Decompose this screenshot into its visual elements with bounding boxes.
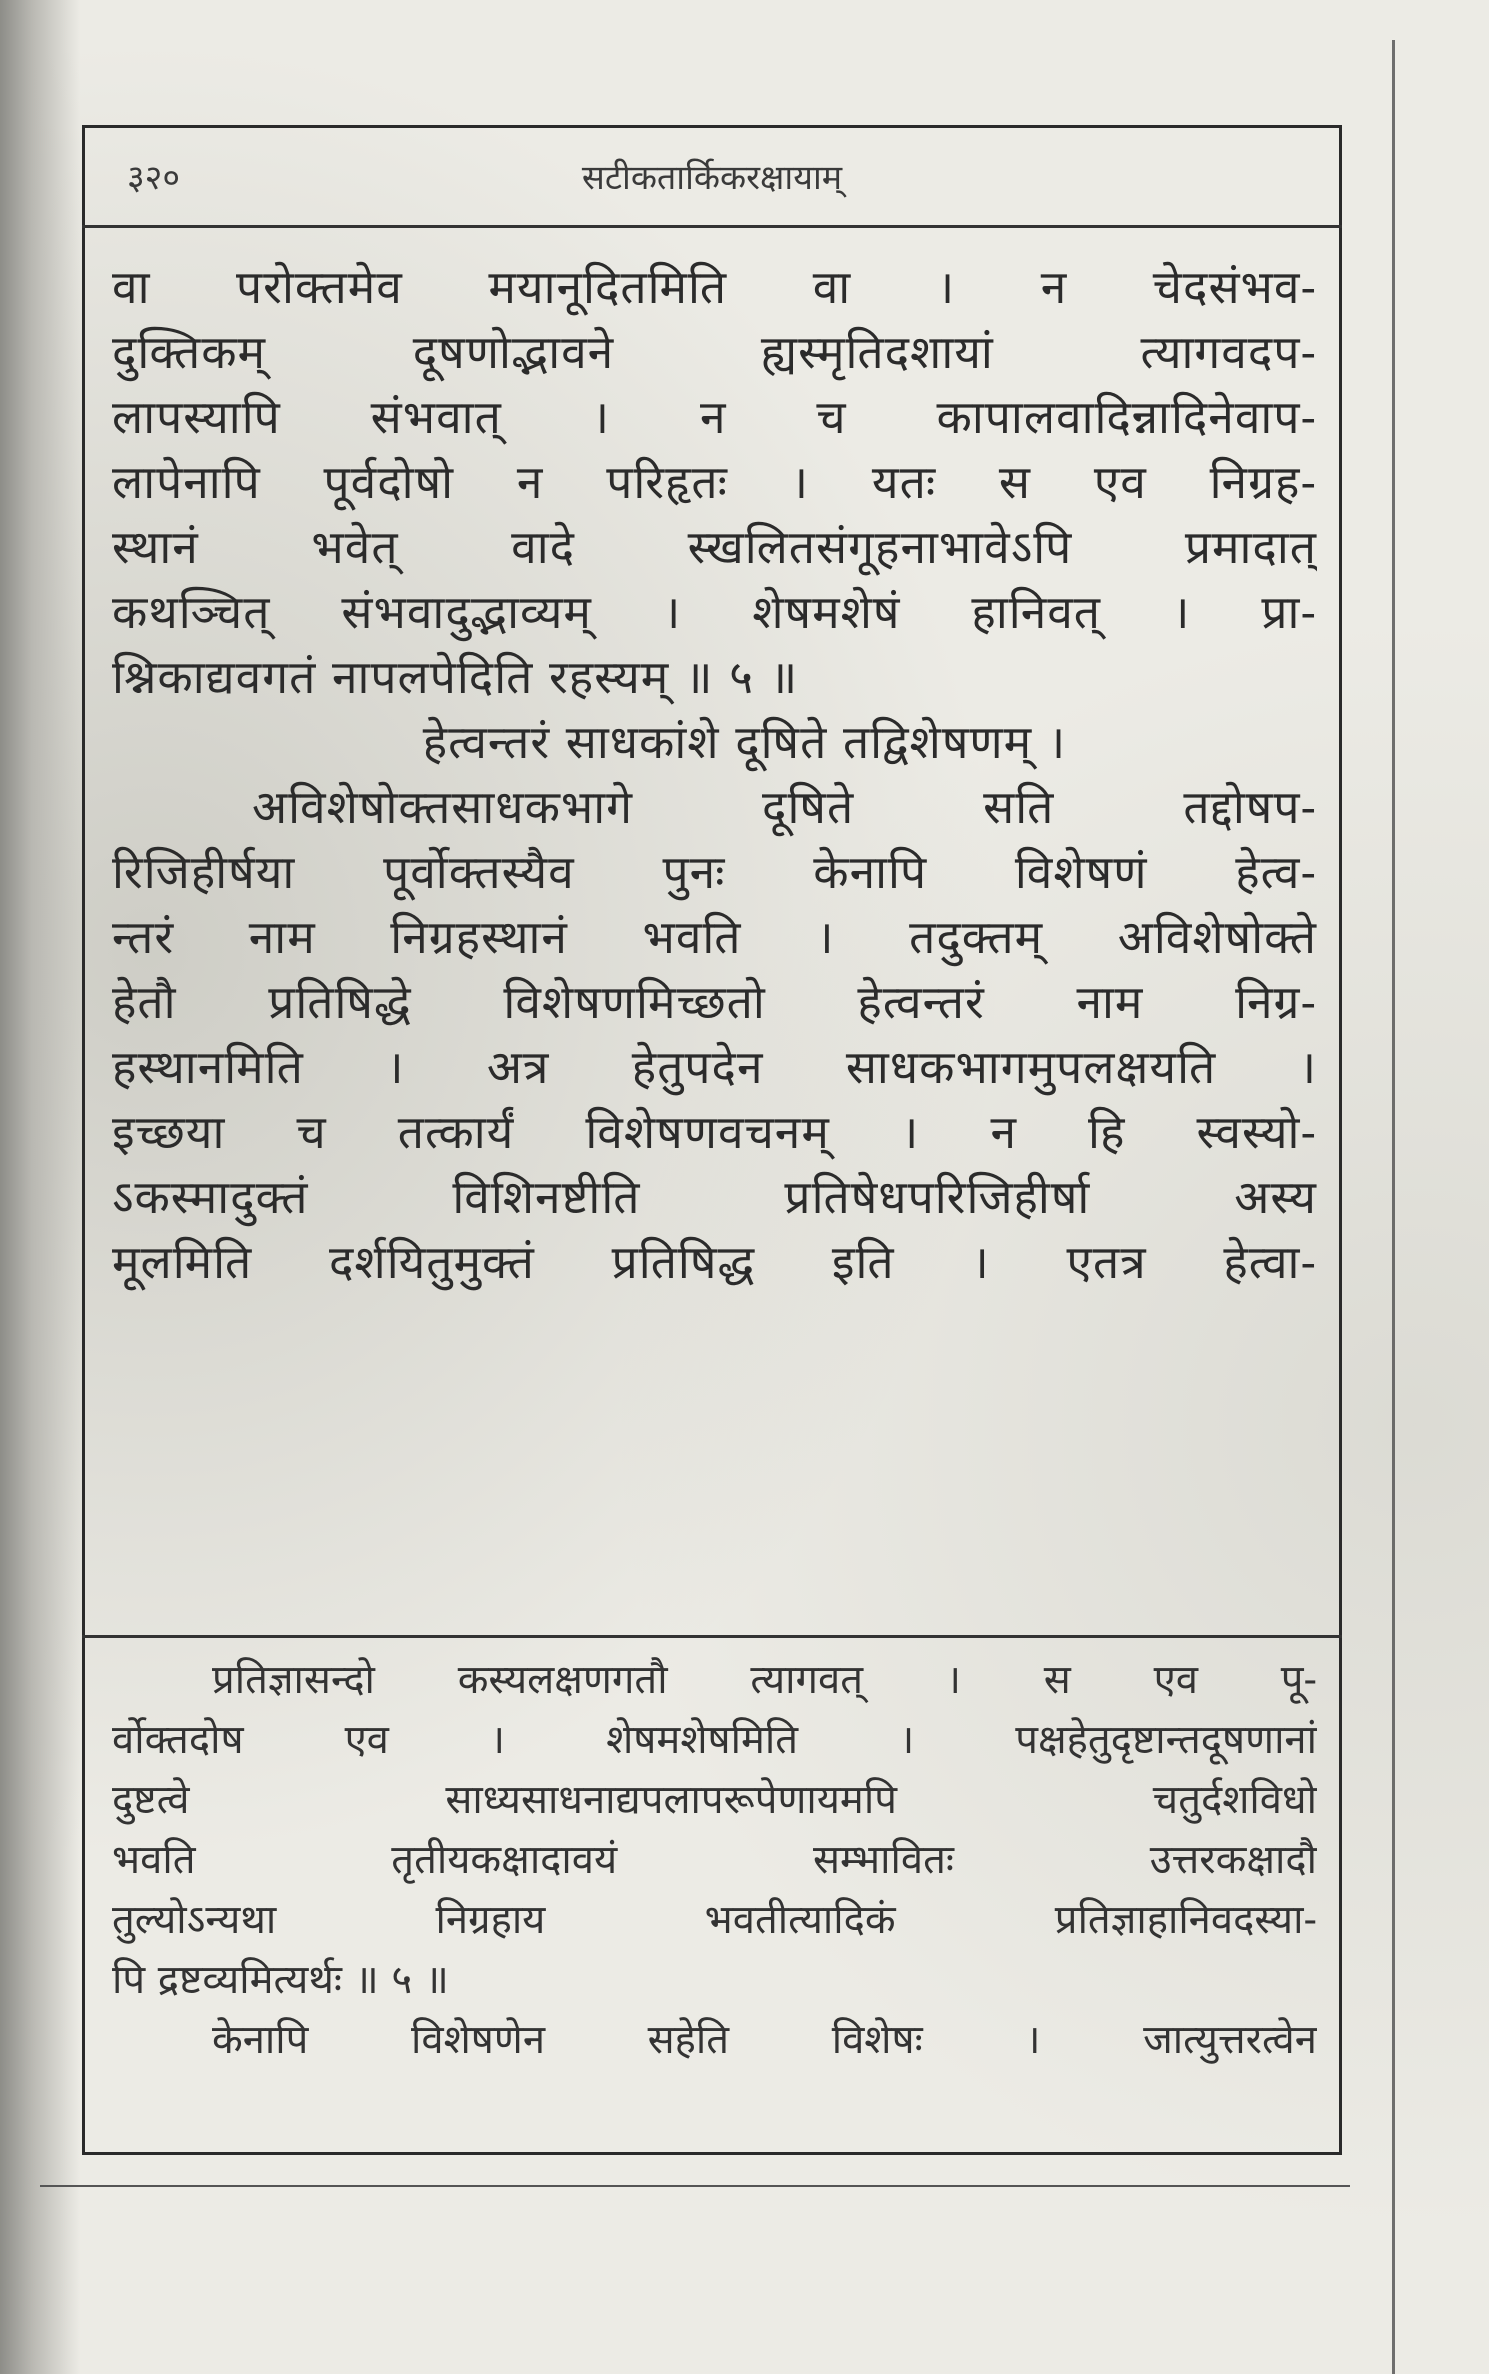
footnote-block	[112, 1650, 1317, 2070]
page-header	[82, 145, 1342, 215]
commentary-line: इच्छया च तत्कार्यं विशेषणवचनम् । न हि स्वस्यो-	[112, 1105, 1317, 1159]
footnote-line: केनापि विशेषणेन सहेति विशेषः । जात्युत्तरत्वेन	[212, 2017, 1317, 2063]
page-edge-shadow	[0, 0, 80, 2374]
page-fold-line	[1392, 40, 1395, 2374]
text-line: श्निकाद्यवगतं नापलपेदिति रहस्यम् ॥ ५ ॥	[112, 650, 799, 704]
text-line: लापेनापि पूर्वदोषो न परिहृतः । यतः स एव निग्रह-	[112, 455, 1317, 509]
text-line: कथञ्चित् संभवादुद्भाव्यम् । शेषमशेषं हानिवत् । प्रा-	[112, 585, 1317, 639]
footnote-line: प्रतिज्ञासन्दो कस्यलक्षणगतौ त्यागवत् । स एव पू-	[212, 1657, 1317, 1703]
main-text-block	[112, 255, 1317, 1295]
footnote-divider	[82, 1635, 1342, 1638]
running-head: सटीकतार्किकरक्षायाम्	[581, 158, 843, 198]
commentary-line: न्तरं नाम निग्रहस्थानं भवति । तदुक्तम् अविशेषोक्ते	[112, 910, 1317, 964]
commentary-line: हेतौ प्रतिषिद्धे विशेषणमिच्छतो हेत्वन्तरं नाम निग्र-	[112, 975, 1317, 1029]
commentary-line: रिजिहीर्षया पूर्वोक्तस्यैव पुनः केनापि विशेषणं हेत्व-	[112, 845, 1317, 899]
footnote-line: तुल्योऽन्यथा निग्रहाय भवतीत्यादिकं प्रतिज्ञाहानिवदस्या-	[112, 1897, 1317, 1943]
bottom-edge-line	[40, 2185, 1350, 2187]
text-line: वा परोक्तमेव मयानूदितमिति वा । न चेदसंभव-	[112, 260, 1317, 314]
footnote-line: र्वोक्तदोष एव । शेषमशेषमिति । पक्षहेतुदृष्टान्तदूषणानां	[112, 1717, 1317, 1763]
text-line: दुक्तिकम् दूषणोद्भावने ह्यस्मृतिदशायां त्यागवदप-	[112, 325, 1317, 379]
commentary-line: ऽकस्मादुक्तं विशिनष्टीति प्रतिषेधपरिजिहीर्षा अस्य	[112, 1170, 1317, 1224]
text-line: लापस्यापि संभवात् । न च कापालवादिन्नादिनेवाप-	[112, 390, 1317, 444]
header-divider	[82, 225, 1342, 228]
footnote-line: भवति तृतीयकक्षादावयं सम्भावितः उत्तरकक्षादौ	[112, 1837, 1317, 1883]
commentary-line: हस्थानमिति । अत्र हेतुपदेन साधकभागमुपलक्षयति ।	[112, 1040, 1317, 1094]
page-number: ३२०	[127, 158, 181, 198]
commentary-line: मूलमिति दर्शयितुमुक्तं प्रतिषिद्ध इति । एतत्र हेत्वा-	[112, 1235, 1317, 1289]
commentary-line: अविशेषोक्तसाधकभागे दूषिते सति तद्दोषप-	[252, 780, 1317, 834]
text-line: स्थानं भवेत् वादे स्खलितसंगूहनाभावेऽपि प्रमादात्	[112, 520, 1317, 574]
footnote-line: दुष्टत्वे साध्यसाधनाद्यपलापरूपेणायमपि चतुर्दशविधो	[112, 1777, 1317, 1823]
footnote-line: पि द्रष्टव्यमित्यर्थः ॥ ५ ॥	[112, 1957, 449, 2003]
verse-line: हेत्वन्तरं साधकांशे दूषिते तद्विशेषणम् ।	[422, 715, 1067, 769]
